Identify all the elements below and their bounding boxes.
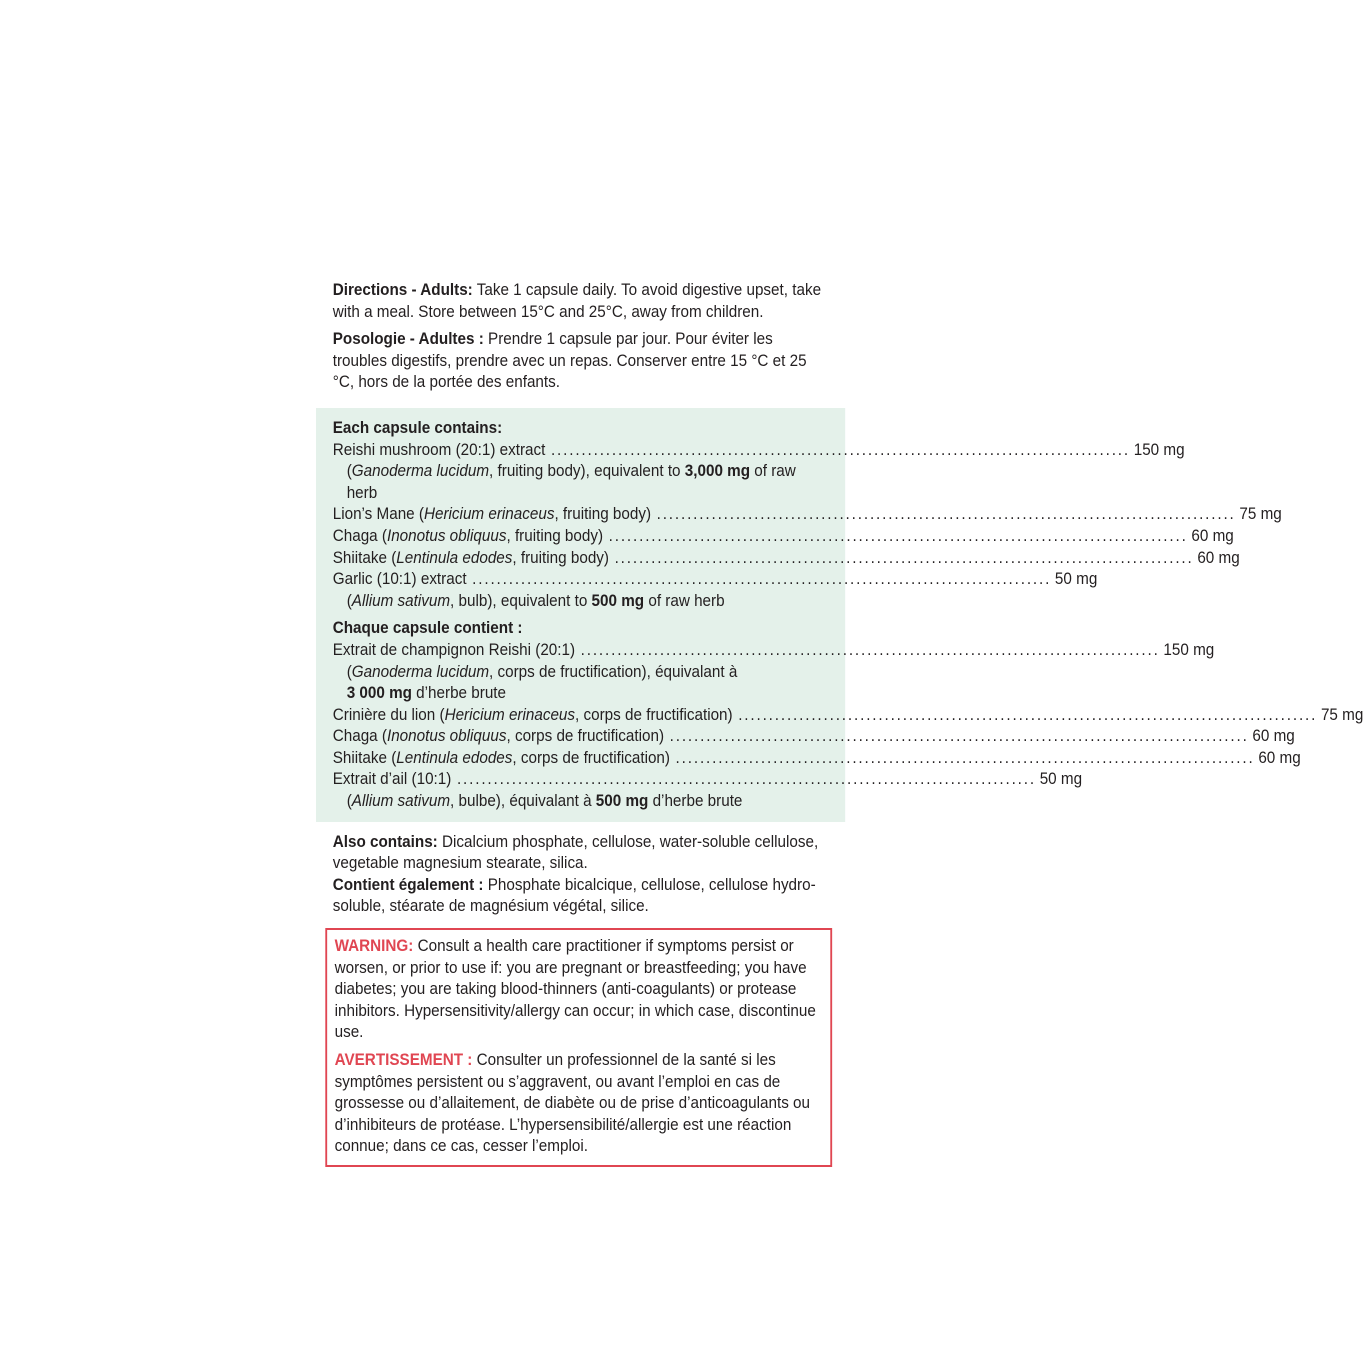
directions-en-heading: Directions - Adults: (332, 281, 473, 299)
ingredient-row-reishi-en: Reishi mushroom (20:1) extract ............................................................................................... 150 mg (333, 440, 829, 462)
ingredient-row-chaga-en: Chaga (Inonotus obliquus, fruiting body) ............................................................................................... 60 mg (333, 526, 829, 548)
leader-dots: ............................................................................................... (738, 705, 1318, 724)
ingredients-en-heading: Each capsule contains: (332, 418, 503, 437)
product-label (316, 280, 1363, 1167)
ingredient-row-garlic-en: Garlic (10:1) extract ............................................................................................... 50 mg (333, 569, 829, 591)
ingredient-row-shiitake-fr: Shiitake (Lentinula edodes, corps de fructification) ............................................................................................... 60 mg (333, 748, 829, 770)
directions-en-text: Take 1 capsule daily. To avoid digestive upset, take with a meal. Store between 15°C and 25°C, away from children. (332, 281, 822, 321)
ingredient-row-shiitake-en: Shiitake (Lentinula edodes, fruiting body) ............................................................................................... 60 mg (333, 548, 829, 570)
warning-fr-heading: AVERTISSEMENT : (334, 1051, 473, 1069)
leader-dots: ............................................................................................... (472, 570, 1052, 589)
leader-dots: ............................................................................................... (675, 748, 1255, 767)
leader-dots: ............................................................................................... (614, 548, 1194, 567)
leader-dots: ............................................................................................... (456, 770, 1036, 789)
warning-en-heading: WARNING: (334, 937, 414, 956)
warning-fr: AVERTISSEMENT : Consulter un professionnel de la santé si les symptômes persistent ou s’aggravent, ou avant l’emploi en cas de grossesse ou d’allaitement, de diabète ou de prise d’anticoagulants ou d’inhibiteurs de protéase. L’hypersensibilité/allergie est une réaction connue; dans ce cas, cesser l’emploi. (334, 1051, 811, 1156)
ingredient-row-lions-mane-en: Lion’s Mane (Hericium erinaceus, fruiting body) ............................................................................................... 75 mg (333, 504, 829, 526)
directions-fr-text: Prendre 1 capsule par jour. Pour éviter les troubles digestifs, prendre avec un repas. Conserver entre 15 °C et 25 °C, hors de la portée des enfants. (332, 330, 807, 392)
also-contains-en-heading: Also contains: (332, 832, 438, 851)
leader-dots: ............................................................................................... (550, 440, 1130, 459)
ingredient-note-garlic-fr: (Allium sativum, bulbe), équivalant à 500 mg d’herbe brute (346, 792, 743, 811)
ingredient-row-lions-mane-fr: Crinière du lion (Hericium erinaceus, corps de fructification) ............................................................................................... 75 mg (333, 705, 829, 727)
also-contains-fr: Contient également : Phosphate bicalcique, cellulose, cellulose hydro-soluble, stéarate de magnésium végétal, silice. (332, 875, 816, 916)
directions-fr (333, 329, 829, 394)
leader-dots: ............................................................................................... (580, 640, 1160, 659)
ingredient-row-chaga-fr: Chaga (Inonotus obliquus, corps de fructification) ............................................................................................... 60 mg (333, 726, 829, 748)
ingredient-note-reishi-en: (Ganoderma lucidum, fruiting body), equivalent to 3,000 mg of raw herb (346, 462, 796, 502)
ingredient-note-reishi-fr: (Ganoderma lucidum, corps de fructification), équivalant à 3 000 mg d’herbe brute (346, 662, 738, 703)
warning-box (325, 928, 832, 1167)
leader-dots: ............................................................................................... (608, 526, 1188, 545)
ingredients-panel (316, 408, 1363, 822)
ingredients-fr-heading: Chaque capsule contient : (332, 619, 523, 638)
ingredient-row-garlic-fr: Extrait d’ail (10:1) ............................................................................................... 50 mg (333, 769, 829, 791)
directions-en (333, 280, 829, 323)
ingredient-note-garlic-en: (Allium sativum, bulb), equivalent to 500 mg of raw herb (346, 591, 725, 610)
directions-fr-heading: Posologie - Adultes : (332, 330, 484, 349)
ingredient-row-reishi-fr: Extrait de champignon Reishi (20:1) ............................................................................................... 150 mg (333, 640, 829, 662)
warning-en: WARNING: Consult a health care practitioner if symptoms persist or worsen, or prior to use if: you are pregnant or breastfeeding; you have diabetes; you are taking blood-thinners (anti-coagulants) or protease inhibitors. Hypersensitivity/allergy can occur; in which case, discontinue use. (334, 937, 816, 1042)
also-contains-en: Also contains: Dicalcium phosphate, cellulose, water-soluble cellulose, vegetable magnesium stearate, silica. (332, 832, 819, 873)
leader-dots: ............................................................................................... (669, 727, 1249, 746)
also-contains-fr-heading: Contient également : (332, 875, 484, 894)
leader-dots: ............................................................................................... (656, 505, 1236, 524)
